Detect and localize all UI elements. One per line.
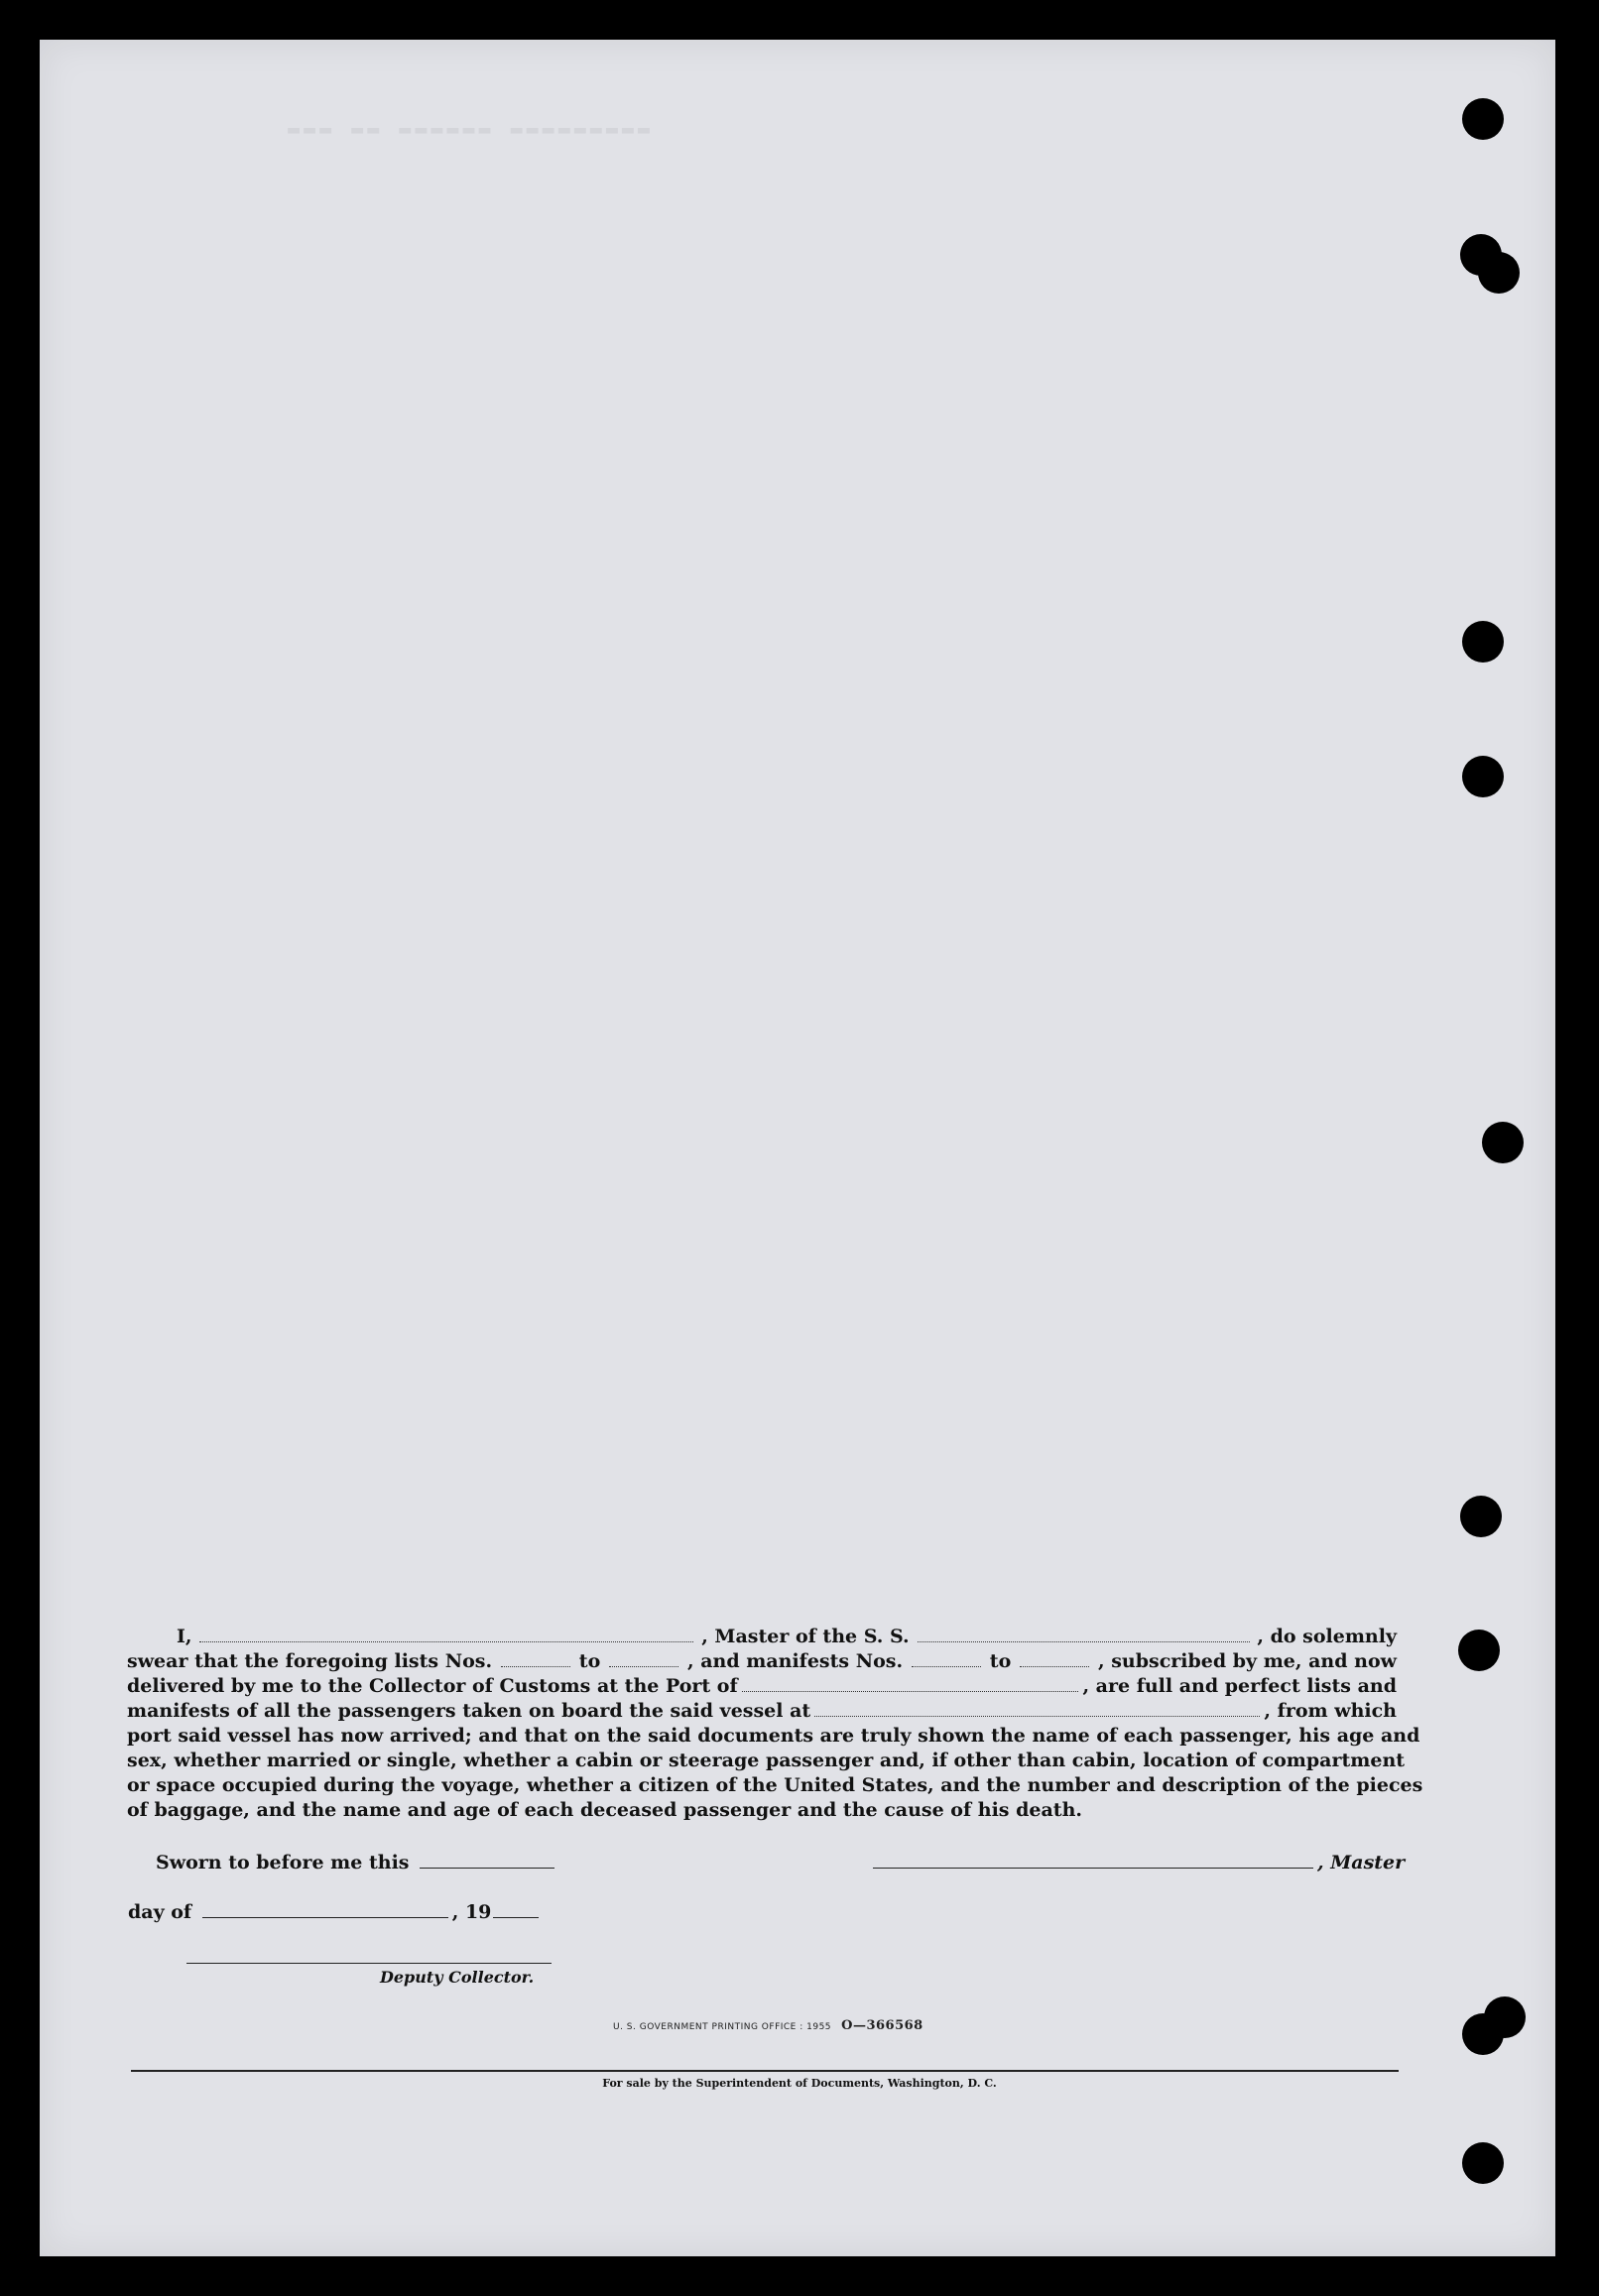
punch-hole-1 <box>1462 98 1504 140</box>
oath-text: of baggage, and the name and age of each deceased passenger and the cause of his death. <box>127 1799 1082 1821</box>
master-label: , Master <box>1317 1852 1406 1873</box>
oath-line-8 <box>127 1798 1397 1823</box>
ship-name-blank[interactable] <box>918 1640 1250 1642</box>
day-of-label: day of <box>128 1901 192 1923</box>
oath-text: swear that the foregoing lists Nos. <box>127 1650 493 1672</box>
punch-hole-7 <box>1460 1496 1502 1537</box>
oath-text: port said vessel has now arrived; and that on the said documents are truly shown the name of each passenger, his age and <box>127 1725 1420 1747</box>
deputy-collector-block <box>186 1947 552 1969</box>
oath-text: or space occupied during the voyage, whether a citizen of the United States, and the number and description of the pieces <box>127 1774 1423 1796</box>
year-blank[interactable] <box>493 1916 539 1918</box>
year-label: , 19 <box>451 1901 492 1923</box>
oath-text: to <box>989 1650 1012 1672</box>
master-name-blank[interactable] <box>199 1640 693 1642</box>
oath-text: I, <box>177 1626 192 1647</box>
oath-line-4 <box>127 1699 1397 1724</box>
sworn-label: Sworn to before me this <box>156 1852 410 1873</box>
list-from-blank[interactable] <box>501 1665 570 1667</box>
form-number: O—366568 <box>841 2018 923 2033</box>
punch-hole-4 <box>1462 621 1504 663</box>
manifest-to-blank[interactable] <box>1020 1665 1089 1667</box>
oath-line-3 <box>127 1674 1397 1699</box>
oath-line-7 <box>127 1773 1423 1798</box>
month-blank[interactable] <box>202 1916 448 1918</box>
oath-text: , from which <box>1264 1700 1397 1722</box>
oath-line-5 <box>127 1724 1420 1749</box>
punch-hole-8 <box>1458 1630 1500 1671</box>
punch-hole-3 <box>1478 252 1520 294</box>
oath-text: to <box>578 1650 601 1672</box>
master-signature-line <box>869 1852 1405 1873</box>
punch-hole-11 <box>1462 2142 1504 2184</box>
oath-text: , are full and perfect lists and <box>1082 1675 1397 1697</box>
punch-hole-10 <box>1462 2013 1504 2055</box>
bleed-through-heading: ▬▬▬ ▬▬ ▬▬▬▬▬▬ ▬▬▬▬▬▬▬▬▬ <box>288 117 654 141</box>
oath-line-2 <box>127 1649 1397 1674</box>
master-signature-blank[interactable] <box>873 1867 1313 1869</box>
punch-hole-6 <box>1482 1122 1524 1163</box>
day-of-line <box>128 1901 543 1923</box>
sale-notice: For sale by the Superintendent of Documents, Washington, D. C. <box>602 2077 997 2090</box>
printing-office-imprint <box>613 2018 923 2033</box>
footer-divider <box>131 2070 1399 2072</box>
oath-text: , subscribed by me, and now <box>1097 1650 1397 1672</box>
printing-office-text: U. S. GOVERNMENT PRINTING OFFICE : 1955 <box>613 2022 832 2032</box>
oath-text: delivered by me to the Collector of Customs at the Port of <box>127 1675 738 1697</box>
oath-text: sex, whether married or single, whether a cabin or steerage passenger and, if other than cabin, location of compartment <box>127 1750 1406 1771</box>
oath-line-1 <box>127 1625 1397 1649</box>
deputy-collector-label: Deputy Collector. <box>380 1968 535 1987</box>
departure-port-blank[interactable] <box>814 1715 1260 1717</box>
oath-text: manifests of all the passengers taken on board the said vessel at <box>127 1700 811 1722</box>
oath-text: , do solemnly <box>1257 1626 1397 1647</box>
form-page <box>40 40 1555 2256</box>
deputy-signature-blank[interactable] <box>186 1962 552 1964</box>
list-to-blank[interactable] <box>609 1665 678 1667</box>
manifest-from-blank[interactable] <box>912 1665 981 1667</box>
punch-hole-5 <box>1462 756 1504 797</box>
sworn-date-blank[interactable] <box>420 1867 554 1869</box>
master-oath-paragraph <box>127 1625 1423 1823</box>
oath-text: , Master of the S. S. <box>701 1626 910 1647</box>
oath-text: , and manifests Nos. <box>686 1650 904 1672</box>
port-blank[interactable] <box>742 1690 1079 1692</box>
sworn-line <box>156 1852 558 1873</box>
oath-line-6 <box>127 1749 1406 1773</box>
